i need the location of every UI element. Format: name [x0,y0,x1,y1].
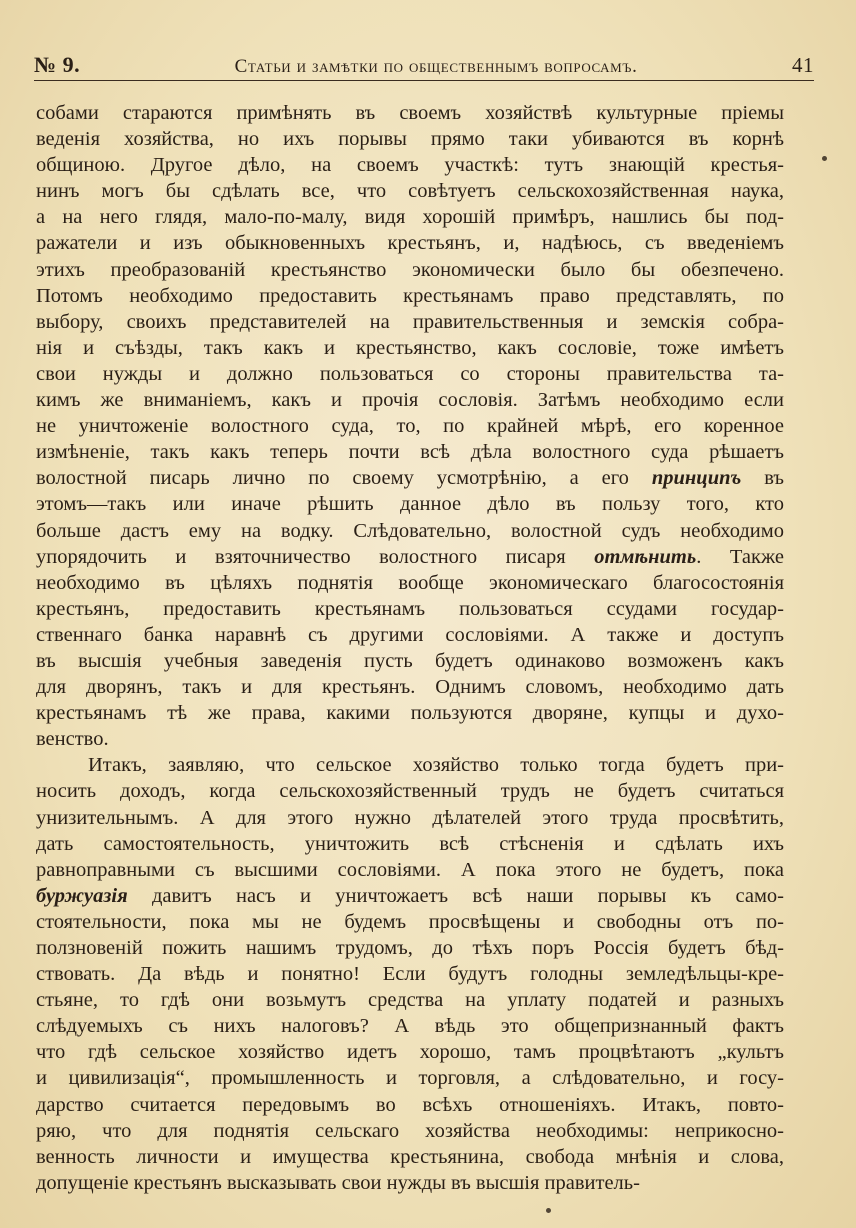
text-line: слѣдуемыхъ съ нихъ налоговъ? А вѣдь это общепризнанный фактъ [36,1015,784,1038]
text-line: Потомъ необходимо предоставить крестьянамъ право представлять, по [36,284,784,307]
text-line: этомъ—такъ или иначе рѣшить данное дѣло въ пользу того, кто [36,493,784,516]
text-line: собами стараются примѣнять въ своемъ хозяйствѣ культурные пріемы [36,102,784,124]
text-line: выбору, своихъ представителей на правительственныя и земскія собра- [36,310,784,333]
text-line: нинъ могъ бы сдѣлать все, что совѣтуетъ сельскохозяйственная наука, [36,180,784,203]
text-line: что гдѣ сельское хозяйство идетъ хорошо, тамъ процвѣтаютъ „культъ [36,1041,784,1064]
text-line: упорядочить и взяточничество волостного писаря отмѣнить. Также [36,545,784,568]
text-line: ползновеній пожить нашимъ трудомъ, до тѣхъ поръ Россія будетъ бѣд- [36,937,784,959]
text-line: не уничтоженіе волостного суда, то, по крайней мѣрѣ, его коренное [36,415,784,438]
text-line: измѣненіе, такъ какъ теперь почти всѣ дѣла волостного суда рѣшаетъ [36,441,784,464]
text-line: стьяне, то гдѣ они возьмутъ средства на уплату податей и разныхъ [36,989,784,1012]
text-line: свои нужды и должно пользоваться со стороны правительства та- [36,362,784,385]
text-line: ражатели и изъ обыкновенныхъ крестьянъ, и, надѣюсь, съ введеніемъ [36,232,784,255]
text-line: дать самостоятельность, уничтожить всѣ стѣсненія и сдѣлать ихъ [36,832,784,855]
text-line: въ высшія учебныя заведенія пусть будетъ одинаково возможенъ какъ [36,649,784,672]
ink-speck [546,1208,551,1213]
text-line: а на него глядя, мало-по-малу, видя хорошій примѣръ, нашлись бы под- [36,206,784,229]
text-line: для дворянъ, такъ и для крестьянъ. Однимъ словомъ, необходимо дать [36,676,784,699]
text-line: крестьянъ, предоставить крестьянамъ пользоваться ссудами государ- [36,597,784,620]
text-line: ствовать. Да вѣдь и понятно! Если будутъ голодны земледѣльцы-кре- [36,963,784,986]
text-line: и цивилизація“, промышленность и торговля, а слѣдовательно, и госу- [36,1067,784,1090]
text-line: веденія хозяйства, но ихъ порывы прямо таки убиваются въ корнѣ [36,128,784,151]
text-line: этихъ преобразованій крестьянство экономически было бы обезпечено. [36,258,784,281]
text-line: больше дастъ ему на водку. Слѣдовательно, волостной судъ необходимо [36,519,784,542]
ink-speck [822,156,827,161]
body-text [36,100,784,1196]
text-line: Итакъ, заявляю, что сельское хозяйство только тогда будетъ при- [88,754,784,777]
text-line: допущеніе крестьянъ высказывать свои нужды въ высшія правитель- [36,1171,640,1194]
text-line: нія и съѣзды, такъ какъ и крестьянство, какъ сословіе, тоже имѣетъ [36,336,784,359]
text-line: ряю, что для поднятія сельскаго хозяйства необходимы: неприкосно- [36,1119,784,1142]
text-line: венство. [36,728,109,751]
header-rule [34,80,814,81]
text-line: крестьянамъ тѣ же права, какими пользуются дворяне, купцы и духо- [36,702,784,725]
text-line: ственнаго банка наравнѣ съ другими сословіями. А также и доступъ [36,623,784,646]
text-line: равноправными съ высшими сословіями. А пока этого не будетъ, пока [36,858,784,881]
text-line: необходимо въ цѣляхъ поднятія вообще экономическаго благосостоянія [36,571,784,594]
text-line: носить доходъ, когда сельскохозяйственный трудъ не будетъ считаться [36,780,784,803]
text-line: стоятельности, пока мы не будемъ просвѣщены и свободны отъ по- [36,910,784,933]
running-header [34,48,814,78]
text-line: общиною. Другое дѣло, на своемъ участкѣ: тутъ знающій крестья- [36,154,784,177]
text-line: кимъ же вниманіемъ, какъ и прочія сословія. Затѣмъ необходимо если [36,389,784,412]
text-line: волостной писарь лично по своему усмотрѣнію, а его принципъ въ [36,467,784,490]
text-line: венность личности и имущества крестьянина, свобода мнѣнія и слова, [36,1145,784,1168]
running-title: Статьи и замѣтки по общественнымъ вопросамъ. [234,56,638,77]
text-line: унизительнымъ. А для этого нужно дѣлателей этого труда просвѣтить, [36,806,784,829]
page-number: 41 [791,53,814,77]
text-line: буржуазія давитъ насъ и уничтожаетъ всѣ наши порывы къ само- [36,884,784,907]
text-line: дарство считается передовымъ во всѣхъ отношеніяхъ. Итакъ, повто- [36,1093,784,1116]
issue-number: № 9. [34,52,81,77]
